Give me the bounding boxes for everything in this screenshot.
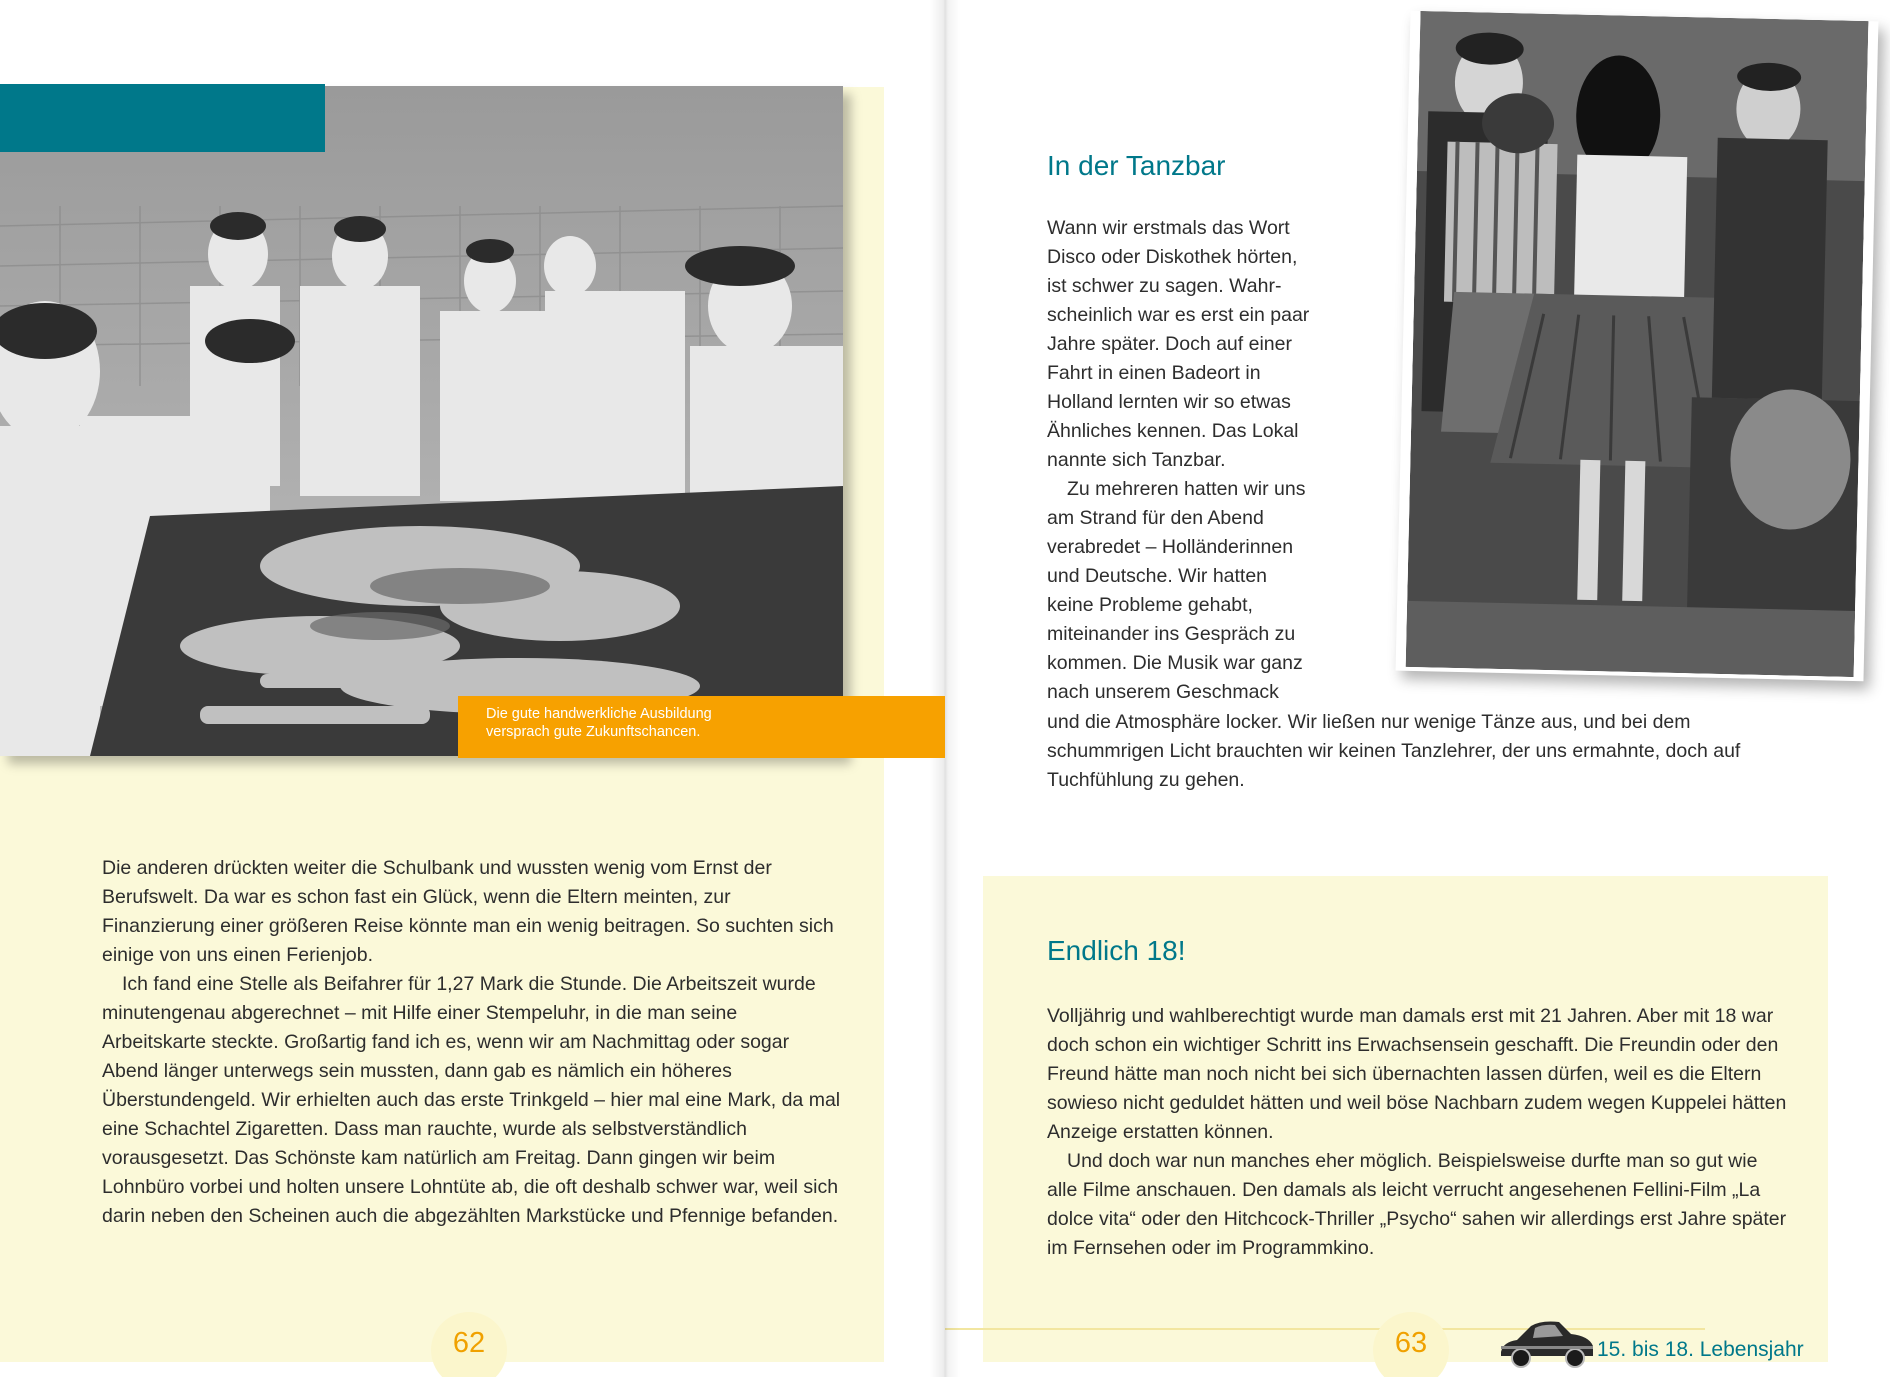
text-line: ist schwer zu sagen. Wahr- [1047,275,1282,297]
teal-accent-block [0,84,325,152]
caption-line-2: versprach gute Zukunftschancen. [486,724,701,740]
text-line: verabredet – Holländerinnen [1047,536,1294,558]
text-line: Jahre später. Doch auf einer [1047,333,1292,355]
butcher-apprentices-photo [0,86,843,756]
page-number-left: 62 [431,1312,507,1377]
text-line: scheinlich war es erst ein paar [1047,304,1310,326]
tanzbar-narrow-text [1047,214,1347,707]
page-number-right: 63 [1373,1312,1449,1377]
paragraph: Die anderen drückten weiter die Schulbank und wussten wenig vom Ernst der Berufswelt. Da war es schon fast ein Glück, wenn die Eltern meinten, zur Finanzierung einer größeren Reise könnte man ein wenig beitragen. So suchten sich einige von uns einen Ferienjob. [102,857,834,966]
paragraph: Volljährig und wahlberechtigt wurde man damals erst mit 21 Jahren. Aber mit 18 war doch schon ein wichtiger Schritt ins Erwachsensein geschafft. Die Freundin oder den Freund hätte man noch nicht bei sich übernachten lassen dürfen, weil es die Eltern sowieso nicht geduldet hätten und weil böse Nachbarn zudem wegen Kuppelei hätten Anzeige erstatten können. [1047,1005,1787,1143]
section-heading-endlich: Endlich 18! [1047,935,1186,966]
dancing-couples-photo [1396,11,1879,681]
text-line: nannte sich Tanzbar. [1047,449,1226,471]
paragraph: Und doch war nun manches eher möglich. Beispielsweise durfte man so gut wie alle Filme anschauen. Den damals als leicht verrucht angesehenen Fellini-Film „La dolce vita“ oder den Hitchcock-Thriller „Psycho“ sahen wir allerdings erst Jahre später im Fernsehen oder im Programmkino. [1047,1150,1787,1259]
caption-line-1: Die gute handwerkliche Ausbildung [486,706,712,722]
section-heading-tanzbar: In der Tanzbar [1047,150,1226,181]
text-line: kommen. Die Musik war ganz [1047,652,1303,674]
left-body-text [102,854,842,1231]
vintage-car-icon [1497,1316,1597,1375]
text-line: miteinander ins Gespräch zu [1047,623,1296,645]
paragraph: Ich fand eine Stelle als Beifahrer für 1,27 Mark die Stunde. Die Arbeitszeit wurde minutengenau abgerechnet – mit Hilfe einer Stempeluhr, in die man seine Arbeitskarte steckte. Großartig fand ich es, wenn wir am Nachmittag oder sogar Abend länger unterwegs sein mussten, dann gab es nämlich ein höheres Überstundengeld. Wir erhielten auch das erste Trinkgeld – hier mal eine Mark, da mal eine Schachtel Zigaretten. Dass man rauchte, wurde als selbstverständlich vorausgesetzt. Das Schönste kam natürlich am Freitag. Dann gingen wir beim Lohnbüro vorbei und holten unsere Lohntüte ab, die oft deshalb schwer war, weil sich darin neben den Scheinen auch die abgezählten Markstücke und Pfennige befanden. [102,973,841,1227]
chapter-label: 15. bis 18. Lebensjahr [1597,1338,1804,1361]
tanzbar-wide-text [1047,708,1787,795]
text-line: Ähnliches kennen. Das Lokal [1047,420,1299,442]
paragraph: und die Atmosphäre locker. Wir ließen nur wenige Tänze aus, und bei dem schummrigen Licht brauchten wir keinen Tanzlehrer, der uns ermahnte, doch auf Tuchfühlung zu gehen. [1047,711,1741,791]
text-line: keine Probleme gehabt, [1047,594,1253,616]
text-line: Zu mehreren hatten wir uns [1067,478,1306,500]
text-line: am Strand für den Abend [1047,507,1264,529]
text-line: Fahrt in einen Badeort in [1047,362,1261,384]
right-page [945,0,1890,1377]
text-line: Holland lernten wir so etwas [1047,391,1291,413]
text-line: Disco oder Diskothek hörten, [1047,246,1298,268]
text-line: nach unserem Geschmack [1047,681,1279,703]
text-line: Wann wir erstmals das Wort [1047,217,1290,239]
text-line: und Deutsche. Wir hatten [1047,565,1268,587]
photo-caption [458,696,945,758]
endlich-body-text [1047,1002,1787,1263]
